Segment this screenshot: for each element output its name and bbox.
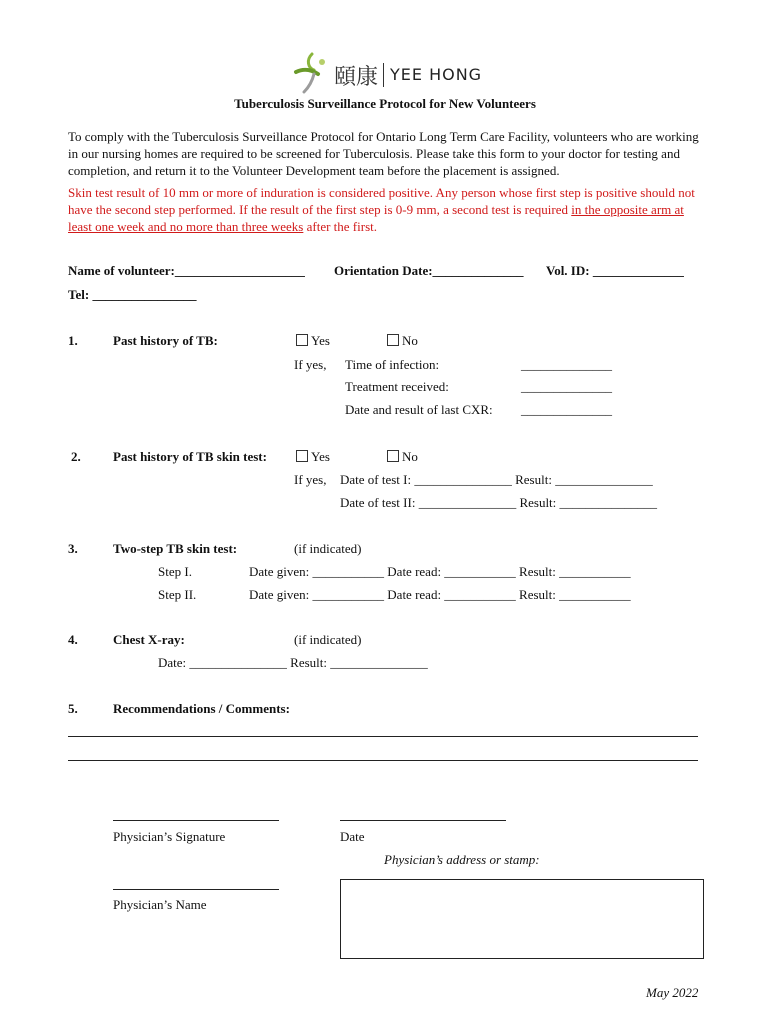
s2-test-1-fields[interactable]: Date of test I: _______________ Result: _______________ [340,472,653,487]
form-date: May 2022 [646,985,699,1000]
signature-line[interactable] [113,820,279,821]
s4-xray-fields[interactable]: Date: _______________ Result: _______________ [158,655,428,670]
tel-field[interactable]: Tel: ________________ [68,287,197,302]
intro-paragraph: To comply with the Tuberculosis Surveillance Protocol for Ontario Long Term Care Facility, volunteers who are working in our nursing homes are required to be screened for Tuberculosis. Please take this form to your doctor for testing and completion, and return it to the Volunteer Development team before the placement is assigned. [68,129,699,178]
s1-last-cxr-field[interactable]: ______________ [521,402,612,417]
physician-stamp-box[interactable] [340,879,704,959]
warning-text-end: after the first. [303,219,377,234]
s1-last-cxr-label: Date and result of last CXR: [345,402,493,417]
section-1-number: 1. [68,333,78,348]
logo-divider [383,63,384,87]
s1-yes-label: Yes [311,333,330,348]
section-1-label: Past history of TB: [113,333,218,348]
orientation-date-field[interactable]: Orientation Date:______________ [334,263,524,278]
date-line[interactable] [340,820,506,821]
s2-if-yes: If yes, [294,472,327,487]
physician-name-label: Physician’s Name [113,897,207,912]
s3-step-2-fields[interactable]: Date given: ___________ Date read: ___________ Result: ___________ [249,587,631,602]
s1-no-checkbox[interactable] [387,334,399,346]
s3-step-2-label: Step II. [158,587,197,602]
s2-yes-option[interactable] [296,449,330,465]
logo-english-name: YEE HONG [390,65,483,84]
s3-step-1-label: Step I. [158,564,192,579]
s1-if-yes: If yes, [294,357,327,372]
s1-yes-option[interactable] [296,333,330,349]
section-2-label: Past history of TB skin test: [113,449,267,464]
s2-no-checkbox[interactable] [387,450,399,462]
s1-no-option[interactable] [387,333,418,349]
volunteer-name-field[interactable]: Name of volunteer:____________________ [68,263,305,278]
yee-hong-logo [292,50,492,94]
warning-underlined-text: in the opposite arm at least one week and no more than three weeks [68,202,684,234]
s4-note: (if indicated) [294,632,362,647]
logo-chinese-name: 頤康 [334,65,379,90]
s2-no-label: No [402,449,418,464]
s1-time-of-infection-label: Time of infection: [345,357,440,372]
s2-no-option[interactable] [387,449,418,465]
section-2-number: 2. [71,449,81,464]
physician-name-line[interactable] [113,889,279,890]
date-label: Date [340,829,365,844]
leaf-figure-icon [292,50,330,94]
section-4-number: 4. [68,632,78,647]
warning-text: Skin test result of 10 mm or more of induration is considered positive. Any person whose first step is positive should not have the second step performed. If the result of the first step is 0-9 mm, a second test is required [68,185,695,217]
physician-signature-label: Physician’s Signature [113,829,226,844]
section-3-label: Two-step TB skin test: [113,541,238,556]
physician-stamp-label: Physician’s address or stamp: [384,852,540,867]
s1-treatment-label: Treatment received: [345,379,449,394]
s2-yes-label: Yes [311,449,330,464]
section-5-number: 5. [68,701,78,716]
section-4-label: Chest X-ray: [113,632,185,647]
s1-treatment-field[interactable]: ______________ [521,379,612,394]
s1-no-label: No [402,333,418,348]
vol-id-field[interactable]: Vol. ID: ______________ [546,263,684,278]
section-5-label: Recommendations / Comments: [113,701,290,716]
s2-test-2-fields[interactable]: Date of test II: _______________ Result: _______________ [340,495,658,510]
section-3-number: 3. [68,541,78,556]
comments-line-1[interactable] [68,736,698,737]
s1-yes-checkbox[interactable] [296,334,308,346]
s2-yes-checkbox[interactable] [296,450,308,462]
s3-note: (if indicated) [294,541,362,556]
s3-step-1-fields[interactable]: Date given: ___________ Date read: ___________ Result: ___________ [249,564,631,579]
comments-line-2[interactable] [68,760,698,761]
s1-time-of-infection-field[interactable]: ______________ [521,357,612,372]
warning-paragraph [68,184,708,235]
page-title: Tuberculosis Surveillance Protocol for New Volunteers [234,96,536,111]
